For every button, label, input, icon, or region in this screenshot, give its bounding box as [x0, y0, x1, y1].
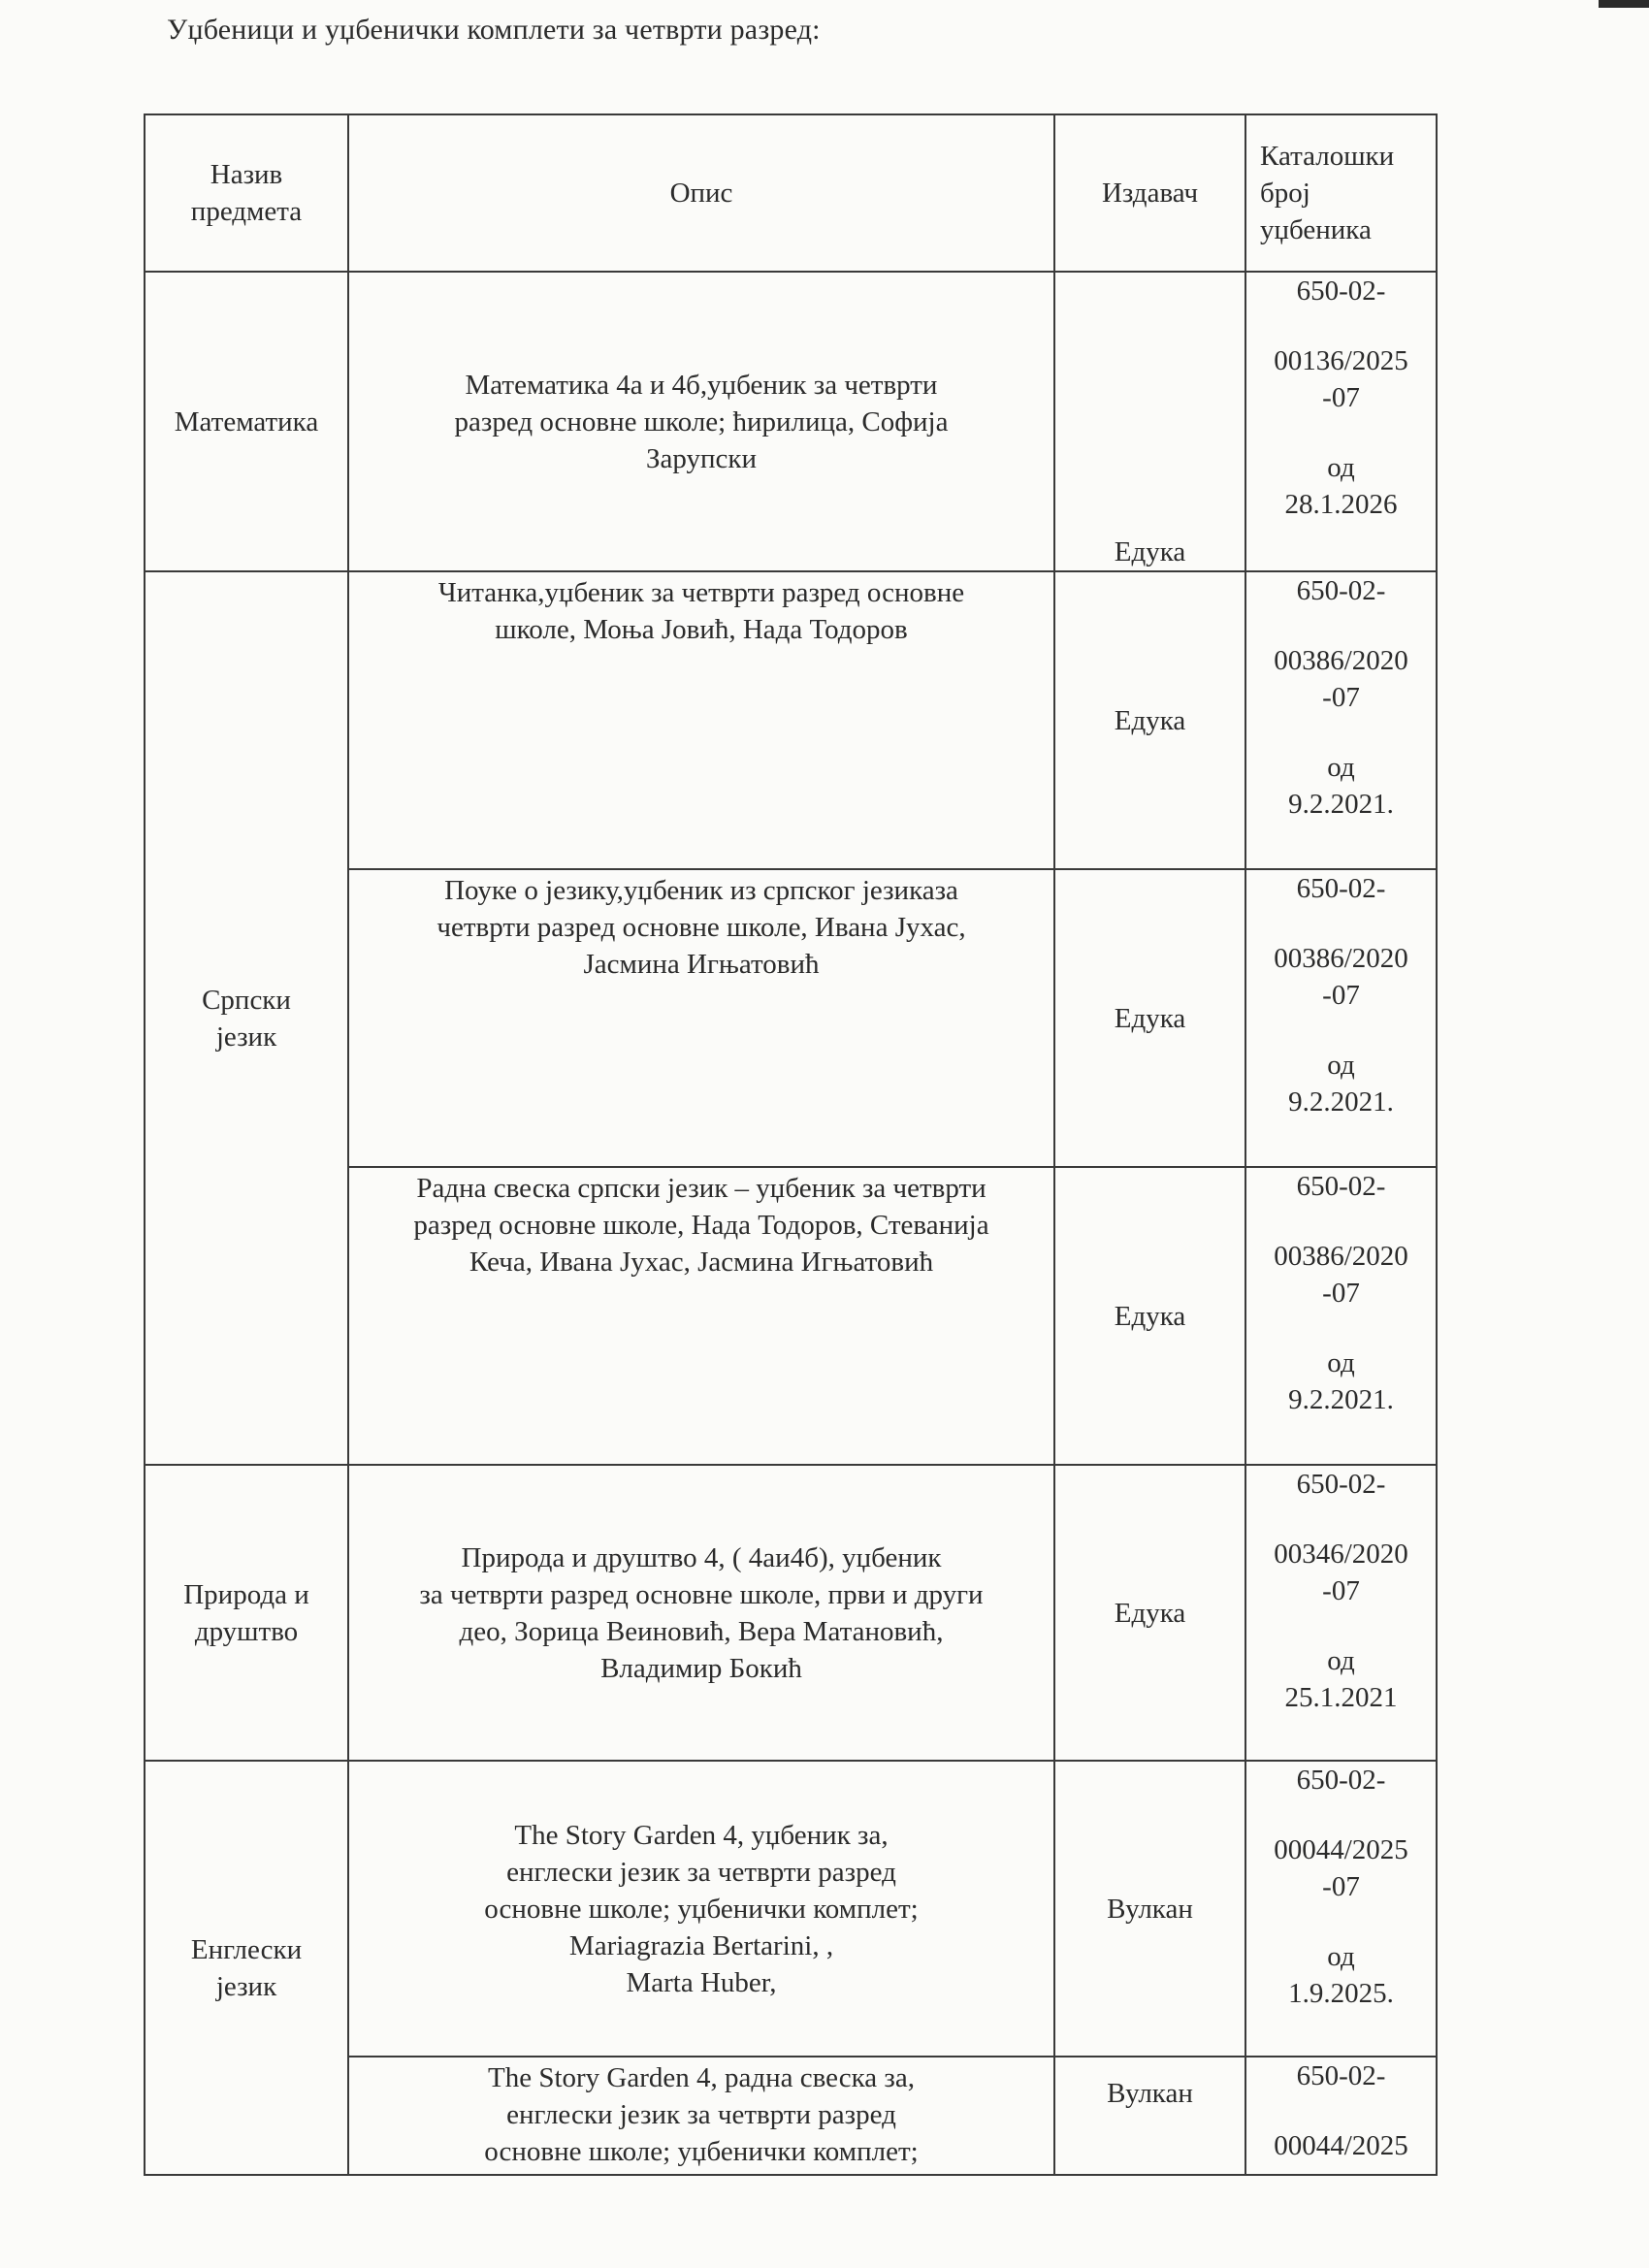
header-publisher: Издавач [1054, 114, 1245, 272]
description-cell: Математика 4а и 4б,уџбеник за четврти разред основне школе; ћирилица, Софија Зарупски [348, 272, 1054, 571]
catalog-cell: 650-02- 00346/2020 -07 од 25.1.2021 [1245, 1465, 1437, 1761]
table-header-row [145, 114, 1437, 272]
catalog-cell: 650-02- 00386/2020 -07 од 9.2.2021. [1245, 1167, 1437, 1465]
catalog-cell: 650-02- 00386/2020 -07 од 9.2.2021. [1245, 571, 1437, 869]
description-cell: The Story Garden 4, уџбеник за, енглески језик за четврти разред основне школе; уџбенички комплет; Mariagrazia Bertarini, , Marta Huber, [348, 1761, 1054, 2057]
header-catalog-number: Каталошки број уџбеника [1245, 114, 1437, 272]
description-cell: Природа и друштво 4, ( 4аи4б), уџбеник за четврти разред основне школе, први и други део, Зорица Веиновић, Вера Матановић, Владимир Бокић [348, 1465, 1054, 1761]
table-row [145, 1761, 1437, 2057]
table-row [145, 1465, 1437, 1761]
description-cell: Читанка,уџбеник за четврти разред основне школе, Моња Јовић, Нада Тодоров [348, 571, 1054, 869]
subject-cell: Математика [145, 272, 348, 571]
subject-cell: Енглески језик [145, 1761, 348, 2175]
header-subject: Назив предмета [145, 114, 348, 272]
catalog-cell: 650-02- 00136/2025 -07 од 28.1.2026 [1245, 272, 1437, 571]
page-title: Уџбеници и уџбенички комплети за четврти разред: [167, 14, 821, 46]
header-description: Опис [348, 114, 1054, 272]
scan-corner-mark [1599, 0, 1649, 8]
publisher-cell: Едука [1054, 1465, 1245, 1761]
publisher-cell: Едука [1054, 869, 1245, 1167]
catalog-cell: 650-02- 00044/2025 -07 од 1.9.2025. [1245, 1761, 1437, 2057]
publisher-cell: Едука [1054, 272, 1245, 571]
publisher-cell: Едука [1054, 1167, 1245, 1465]
publisher-cell: Вулкан [1054, 1761, 1245, 2057]
catalog-cell: 650-02- 00386/2020 -07 од 9.2.2021. [1245, 869, 1437, 1167]
description-cell: The Story Garden 4, радна свеска за, енглески језик за четврти разред основне школе; уџбенички комплет; [348, 2057, 1054, 2175]
textbooks-table [144, 113, 1438, 2176]
description-cell: Поуке о језику,уџбеник из српског језиказа четврти разред основне школе, Ивана Јухас, Јасмина Игњатовић [348, 869, 1054, 1167]
publisher-cell: Едука [1054, 571, 1245, 869]
subject-cell: Српски језик [145, 571, 348, 1465]
publisher-cell: Вулкан [1054, 2057, 1245, 2175]
subject-cell: Природа и друштво [145, 1465, 348, 1761]
table-row [145, 272, 1437, 571]
table-row [145, 571, 1437, 869]
description-cell: Радна свеска српски језик – уџбеник за четврти разред основне школе, Нада Тодоров, Стеванија Кеча, Ивана Јухас, Јасмина Игњатовић [348, 1167, 1054, 1465]
catalog-cell: 650-02- 00044/2025 [1245, 2057, 1437, 2175]
